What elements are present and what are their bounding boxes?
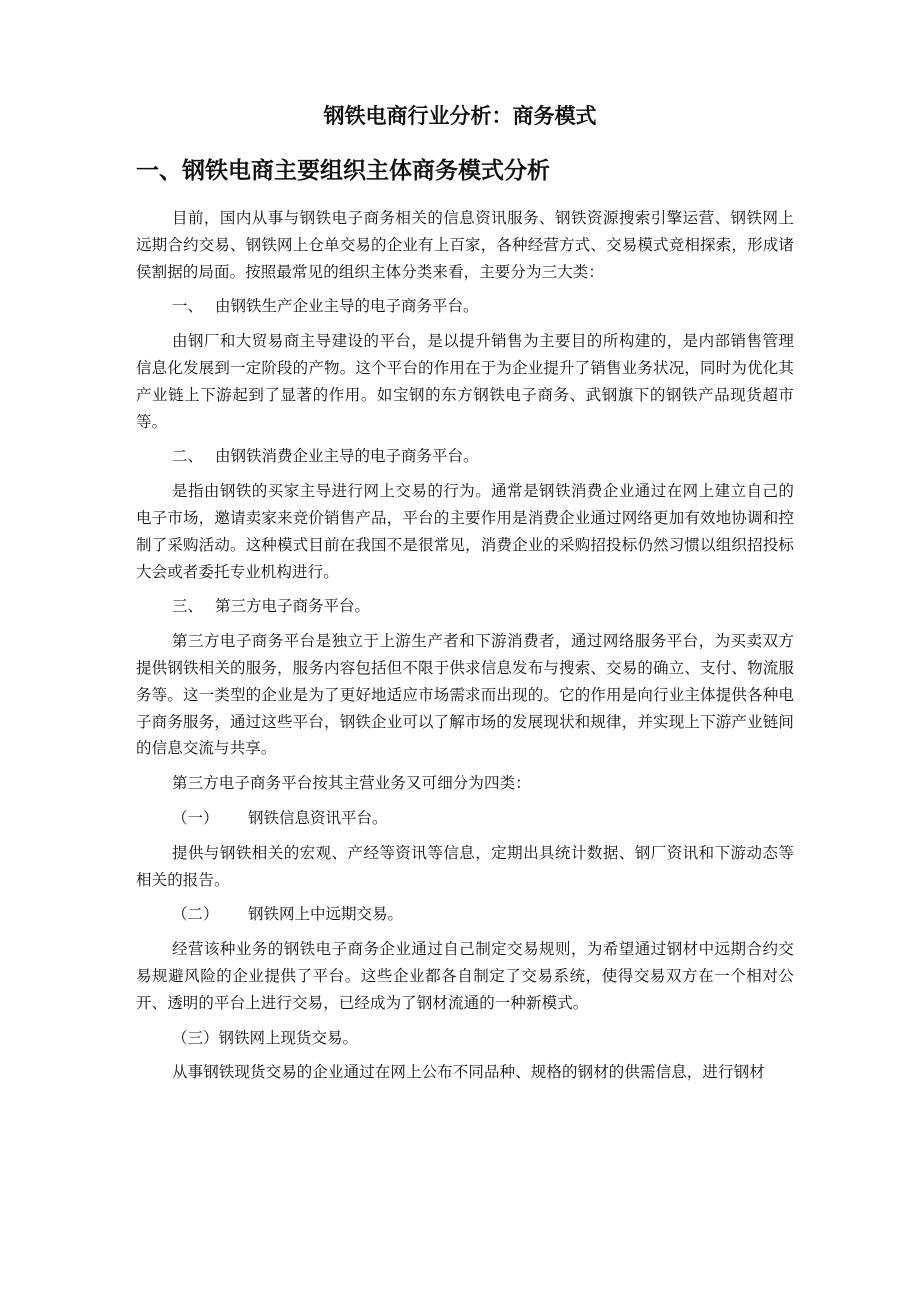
type3-paragraph: 第三方电子商务平台是独立于上游生产者和下游消费者，通过网络服务平台，为买卖双方提供钢铁相关的服务，服务内容包括但不限于供求信息发布与搜索、交易的确立、支付、物流服务等。这一类型的企业是为了更好地适应市场需求而出现的。它的作用是向行业主体提供各种电子商务服务，通过这些平台，钢铁企业可以了解市场的发展现状和规律，并实现上下游产业链间的信息交流与共享。	[136, 632, 794, 758]
type3-number: 三、	[172, 597, 204, 616]
type3-label: 第三方电子商务平台。	[215, 597, 371, 616]
type2-paragraph: 是指由钢铁的买家主导进行网上交易的行为。通常是钢铁消费企业通过在网上建立自己的电子市场，邀请卖家来竞价销售产品，平台的主要作用是消费企业通过网络更加有效地协调和控制了采购活动。这种模式目前在我国不是很常见，消费企业的采购招投标仍然习惯以组织招投标大会或者委托专业机构进行。	[136, 482, 794, 581]
type3-heading	[136, 593, 794, 620]
type1-label: 由钢铁生产企业主导的电子商务平台。	[215, 297, 479, 316]
type1-number: 一、	[172, 297, 204, 316]
sub2-number: （二）	[172, 905, 219, 924]
sub1-label: 钢铁信息资讯平台。	[248, 808, 388, 827]
subtypes-intro: 第三方电子商务平台按其主营业务又可细分为四类：	[172, 774, 531, 793]
type1-heading	[136, 293, 794, 320]
sub3-paragraph: 从事钢铁现货交易的企业通过在网上公布不同品种、规格的钢材的供需信息，进行钢材	[172, 1063, 765, 1082]
document-body	[136, 205, 794, 1094]
type1-paragraph: 由钢厂和大贸易商主导建设的平台，是以提升销售为主要目的所构建的，是内部销售管理信息化发展到一定阶段的产物。这个平台的作用在于为企业提升了销售业务状况，同时为优化其产业链上下游起到了显著的作用。如宝钢的东方钢铁电子商务、武钢旗下的钢铁产品现货超市等。	[136, 332, 794, 431]
document-title: 钢铁电商行业分析：商务模式	[323, 104, 597, 128]
sub2-heading	[136, 901, 794, 928]
sub3-number: （三）	[172, 1028, 219, 1047]
section-heading: 一、钢铁电商主要组织主体商务模式分析	[136, 158, 550, 184]
sub1-heading	[136, 805, 794, 832]
type2-heading	[136, 443, 794, 470]
sub1-number: （一）	[172, 808, 219, 827]
sub2-label: 钢铁网上中远期交易。	[248, 905, 404, 924]
intro-paragraph: 目前，国内从事与钢铁电子商务相关的信息资讯服务、钢铁资源搜索引擎运营、钢铁网上远期合约交易、钢铁网上仓单交易的企业有上百家，各种经营方式、交易模式竞相探索，形成诸侯割据的局面。按照最常见的组织主体分类来看，主要分为三大类：	[136, 209, 794, 281]
sub1-paragraph: 提供与钢铁相关的宏观、产经等资讯等信息，定期出具统计数据、钢厂资讯和下游动态等相关的报告。	[136, 843, 794, 889]
sub3-label: 钢铁网上现货交易。	[218, 1028, 359, 1047]
sub3-heading	[136, 1025, 794, 1052]
type2-label: 由钢铁消费企业主导的电子商务平台。	[215, 447, 479, 466]
type2-number: 二、	[172, 447, 204, 466]
sub2-paragraph: 经营该种业务的钢铁电子商务企业通过自己制定交易规则，为希望通过钢材中远期合约交易规避风险的企业提供了平台。这些企业都各自制定了交易系统，使得交易双方在一个相对公开、透明的平台上进行交易，已经成为了钢材流通的一种新模式。	[136, 940, 794, 1012]
